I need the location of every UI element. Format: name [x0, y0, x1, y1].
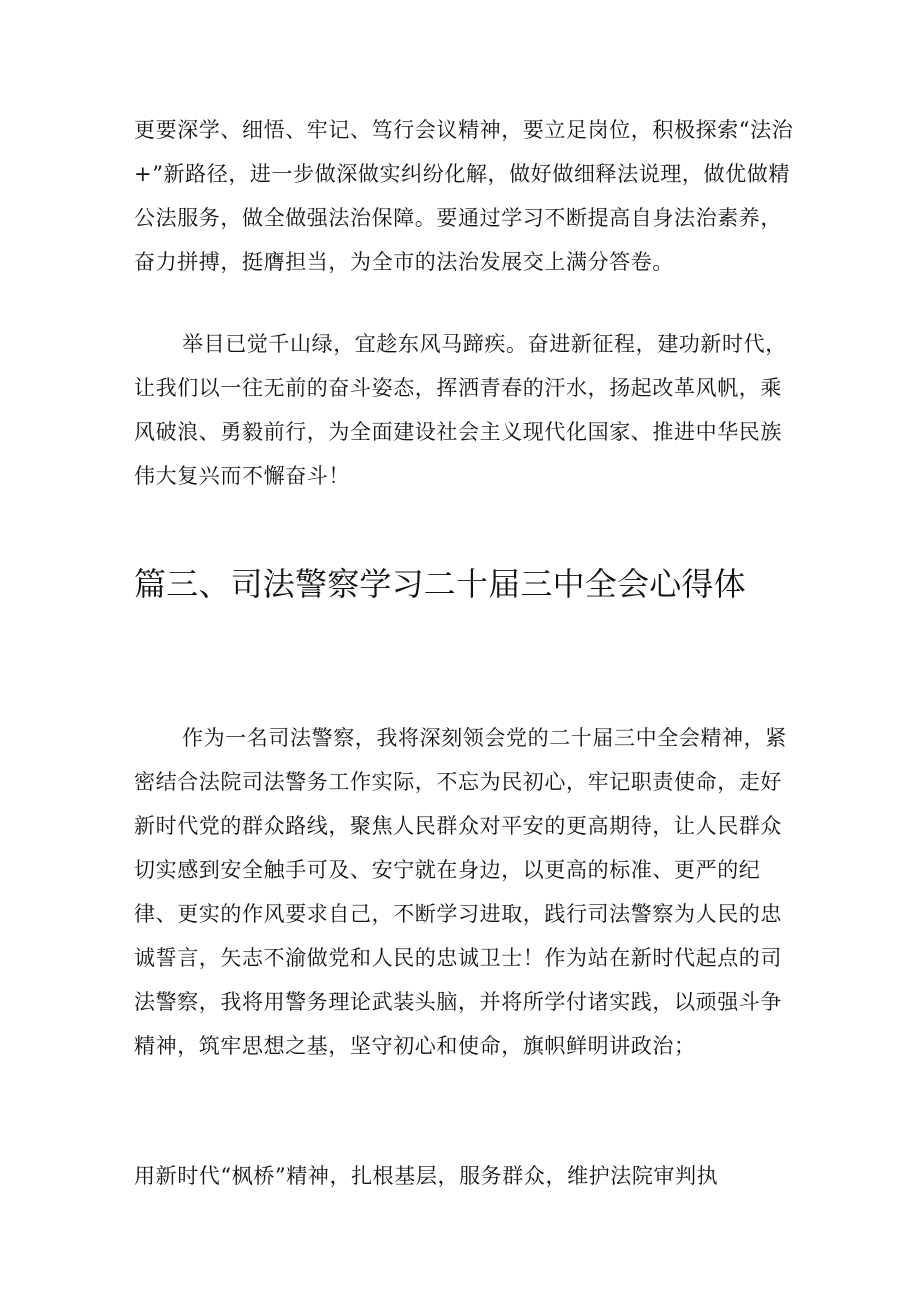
section-heading: 篇三、司法警察学习二十届三中全会心得体 — [134, 565, 746, 603]
paragraph-continuation — [134, 108, 794, 284]
paragraph-text: 用新时代“枫桥”精神，扎根基层，服务群众，维护法院审判执 — [134, 1164, 719, 1188]
paragraph-body — [134, 716, 794, 1068]
paragraph-tail — [134, 1154, 794, 1198]
paragraph-text: 举目已觉千山绿，宜趁东风马蹄疾。奋进新征程，建功新时代，让我们以一往无前的奋斗姿态，挥洒青春的汗水，扬起改革风帆，乘风破浪、勇毅前行，为全面建设社会主义现代化国家、推进中华民族伟大复兴而不懈奋斗！ — [134, 332, 787, 488]
paragraph-closing — [134, 322, 794, 498]
paragraph-text: 作为一名司法警察，我将深刻领会党的二十届三中全会精神，紧密结合法院司法警务工作实际，不忘为民初心，牢记职责使命，走好新时代党的群众路线，聚焦人民群众对平安的更高期待，让人民群众切实感到安全触手可及、安宁就在身边，以更高的标准、更严的纪律、更实的作风要求自己，不断学习进取，践行司法警察为人民的忠诚誓言，矢志不渝做党和人民的忠诚卫士！作为站在新时代起点的司法警察，我将用警务理论武装头脑，并将所学付诸实践，以顽强斗争精神，筑牢思想之基，坚守初心和使命，旗帜鲜明讲政治； — [134, 726, 787, 1058]
paragraph-text: 更要深学、细悟、牢记、笃行会议精神，要立足岗位，积极探索“法治+”新路径，进一步做深做实纠纷化解，做好做细释法说理，做优做精公法服务，做全做强法治保障。要通过学习不断提高自身法治素养，奋力拼搏，挺膺担当，为全市的法治发展交上满分答卷。 — [134, 118, 794, 274]
